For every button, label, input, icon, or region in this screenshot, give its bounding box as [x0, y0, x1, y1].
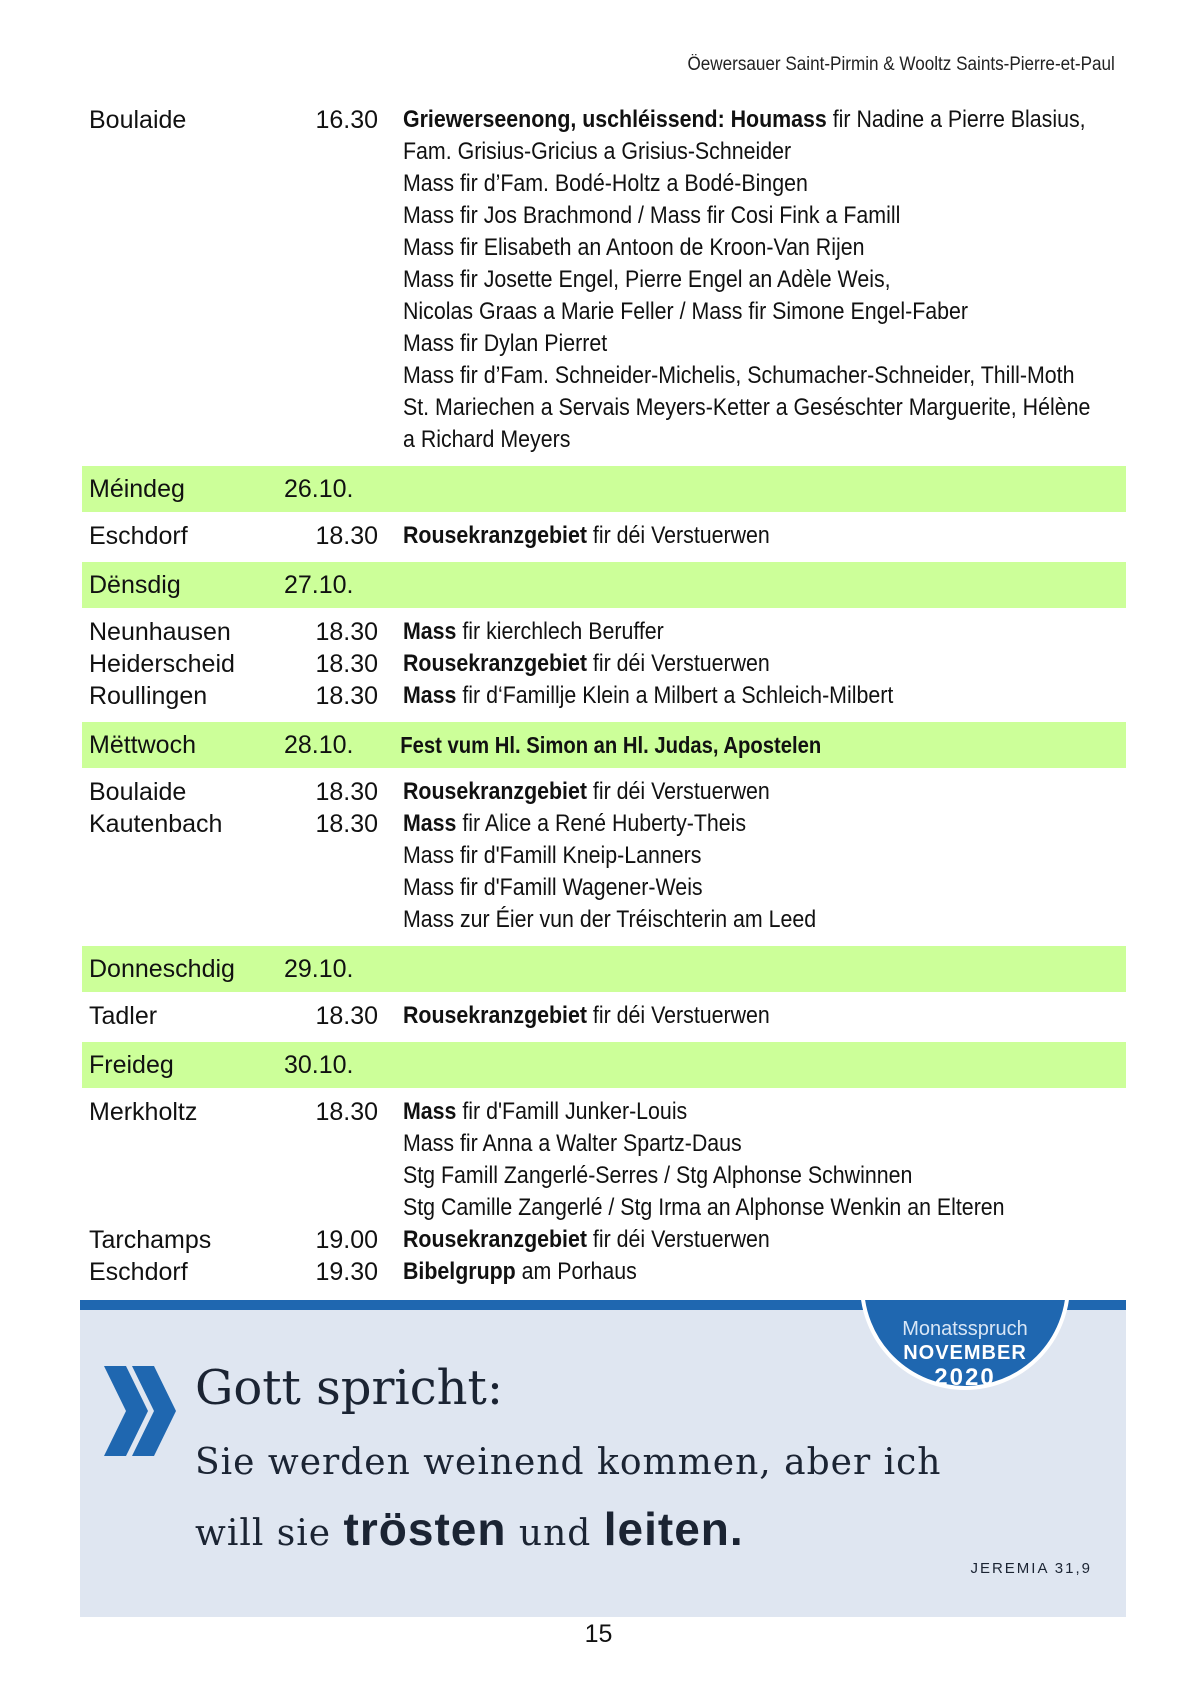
badge-month: NOVEMBER: [903, 1342, 1027, 1364]
entry-line: [403, 104, 1090, 136]
service-entries: [378, 776, 1126, 808]
place-name: Eschdorf: [89, 1258, 188, 1286]
entry-line: Mass fir Anna a Walter Spartz-Daus: [403, 1130, 742, 1157]
place-name: Boulaide: [89, 778, 187, 806]
verse-line-1: Sie werden weinend kommen, aber ich: [195, 1442, 942, 1483]
entry-text: fir déi Verstuerwen: [586, 522, 770, 549]
service-entries: [378, 1096, 1126, 1224]
service-entries: [378, 1256, 1126, 1288]
day-name: Donneschdig: [89, 955, 235, 983]
service-entries: [378, 1224, 1126, 1256]
entry-text: fir d'Famill Junker-Louis: [456, 1098, 688, 1125]
entry-line: [403, 616, 1046, 648]
service-time: 18.30: [315, 618, 378, 646]
schedule-row: [82, 1096, 1126, 1224]
entry-line: [403, 1000, 1046, 1032]
schedule-row: [82, 1000, 1126, 1032]
service-time: 18.30: [315, 522, 378, 550]
day-date: 29.10.: [284, 955, 354, 983]
schedule: [82, 104, 1126, 1288]
place-name: Merkholtz: [89, 1098, 198, 1126]
entry-text: fir d‘Famillje Klein a Milbert a Schleich-Milbert: [456, 682, 894, 709]
entry-line: [403, 648, 1046, 680]
entry-line: [403, 808, 1046, 840]
day-date: 27.10.: [284, 571, 354, 599]
entry-line: Mass fir Jos Brachmond / Mass fir Cosi Fink a Famill: [403, 202, 901, 229]
entry-line: Mass fir Dylan Pierret: [403, 330, 608, 357]
place-name: Tarchamps: [89, 1226, 212, 1254]
entry-text: fir déi Verstuerwen: [586, 1002, 770, 1029]
schedule-group: [82, 104, 1126, 456]
service-entries: [378, 616, 1126, 648]
month-badge: [860, 1300, 1070, 1390]
service-entries: [378, 1000, 1126, 1032]
entry-bold: Bibelgrupp: [403, 1258, 516, 1285]
day-name: Mëttwoch: [89, 731, 196, 759]
service-entries: [378, 648, 1126, 680]
entry-line: Stg Famill Zangerlé-Serres / Stg Alphonse Schwinnen: [403, 1162, 913, 1189]
entry-text: fir déi Verstuerwen: [586, 1226, 770, 1253]
schedule-row: [82, 776, 1126, 808]
badge-year: 2020: [934, 1364, 996, 1390]
verse-line-2: [195, 1502, 744, 1556]
entry-text: fir Alice a René Huberty-Theis: [456, 810, 747, 837]
service-entries: [378, 680, 1126, 712]
entry-line: a Richard Meyers: [403, 426, 571, 453]
feast-note: Fest vum Hl. Simon an Hl. Judas, Apostelen: [400, 731, 822, 758]
entry-bold: Rousekranzgebiet: [403, 522, 587, 549]
day-header: [82, 722, 1126, 768]
entry-bold: Griewerseenong, uschléissend: Houmass: [403, 106, 827, 133]
service-time: 18.30: [315, 778, 378, 806]
day-header: [82, 466, 1126, 512]
entry-text: fir déi Verstuerwen: [586, 778, 770, 805]
place-name: Kautenbach: [89, 810, 223, 838]
entry-line: [403, 680, 1046, 712]
service-entries: [378, 104, 1175, 456]
schedule-row: [82, 520, 1126, 552]
service-entries: [378, 808, 1126, 936]
page-header: Öewersauer Saint-Pirmin & Wooltz Saints-Pierre-et-Paul: [687, 54, 1115, 75]
verse-emphasis: leiten.: [603, 1503, 744, 1555]
entry-bold: Rousekranzgebiet: [403, 1226, 587, 1253]
schedule-row: [82, 104, 1126, 456]
page-number: 15: [584, 1620, 613, 1648]
entry-line: Fam. Grisius-Gricius a Grisius-Schneider: [403, 138, 792, 165]
service-time: 18.30: [315, 810, 378, 838]
entry-line: [403, 1224, 1046, 1256]
entry-line: Mass fir d’Fam. Schneider-Michelis, Schumacher-Schneider, Thill-Moth: [403, 362, 1075, 389]
day-name: Dënsdig: [89, 571, 181, 599]
place-name: Eschdorf: [89, 522, 188, 550]
day-date: 30.10.: [284, 1051, 354, 1079]
entry-bold: Mass: [403, 810, 457, 837]
entry-text: am Porhaus: [515, 1258, 637, 1285]
entry-line: St. Mariechen a Servais Meyers-Ketter a Geséschter Marguerite, Hélène: [403, 394, 1091, 421]
entry-line: Mass fir d'Famill Wagener-Weis: [403, 874, 703, 901]
verse-text: will sie: [195, 1513, 344, 1554]
day-date: 26.10.: [284, 475, 354, 503]
entry-bold: Rousekranzgebiet: [403, 778, 587, 805]
entry-line: Mass fir Josette Engel, Pierre Engel an Adèle Weis,: [403, 266, 891, 293]
entry-line: [403, 520, 1046, 552]
service-time: 18.30: [315, 650, 378, 678]
monthly-verse-banner: [80, 1300, 1126, 1617]
schedule-row: [82, 648, 1126, 680]
schedule-row: [82, 680, 1126, 712]
schedule-row: [82, 1256, 1126, 1288]
entry-bold: Rousekranzgebiet: [403, 650, 587, 677]
day-name: Méindeg: [89, 475, 185, 503]
entry-bold: Mass: [403, 618, 457, 645]
schedule-row: [82, 808, 1126, 936]
entry-bold: Mass: [403, 1098, 457, 1125]
entry-text: fir Nadine a Pierre Blasius,: [826, 106, 1086, 133]
day-header: [82, 562, 1126, 608]
entry-line: Nicolas Graas a Marie Feller / Mass fir Simone Engel-Faber: [403, 298, 969, 325]
entry-line: Mass fir Elisabeth an Antoon de Kroon-Van Rijen: [403, 234, 865, 261]
place-name: Tadler: [89, 1002, 158, 1030]
verse-emphasis: trösten: [343, 1503, 507, 1555]
entry-line: [403, 1096, 1046, 1128]
day-date: 28.10.: [284, 731, 354, 759]
service-time: 16.30: [315, 106, 378, 134]
place-name: Neunhausen: [89, 618, 231, 646]
place-name: Heiderscheid: [89, 650, 235, 678]
place-name: Roullingen: [89, 682, 208, 710]
entry-line: Mass fir d’Fam. Bodé-Holtz a Bodé-Bingen: [403, 170, 808, 197]
day-name: Freideg: [89, 1051, 174, 1079]
entry-bold: Mass: [403, 682, 457, 709]
service-time: 19.30: [315, 1258, 378, 1286]
entry-text: fir kierchlech Beruffer: [456, 618, 664, 645]
place-name: Boulaide: [89, 106, 187, 134]
service-time: 18.30: [315, 1098, 378, 1126]
schedule-row: [82, 616, 1126, 648]
service-time: 18.30: [315, 1002, 378, 1030]
service-time: 18.30: [315, 682, 378, 710]
entry-line: [403, 776, 1046, 808]
entry-line: Mass fir d'Famill Kneip-Lanners: [403, 842, 702, 869]
service-time: 19.00: [315, 1226, 378, 1254]
verse-reference: JEREMIA 31,9: [970, 1560, 1092, 1577]
entry-line: Mass zur Éier vun der Tréischterin am Leed: [403, 906, 817, 933]
day-header: [82, 1042, 1126, 1088]
verse-text: und: [506, 1513, 604, 1554]
verse-title: Gott spricht:: [195, 1360, 503, 1416]
entry-line: Stg Camille Zangerlé / Stg Irma an Alphonse Wenkin an Elteren: [403, 1194, 1005, 1221]
entry-text: fir déi Verstuerwen: [586, 650, 770, 677]
double-chevron-icon: [104, 1366, 176, 1456]
schedule-row: [82, 1224, 1126, 1256]
day-header: [82, 946, 1126, 992]
service-entries: [378, 520, 1126, 552]
entry-line: [403, 1256, 1046, 1288]
entry-bold: Rousekranzgebiet: [403, 1002, 587, 1029]
badge-label: Monatsspruch: [902, 1318, 1028, 1340]
